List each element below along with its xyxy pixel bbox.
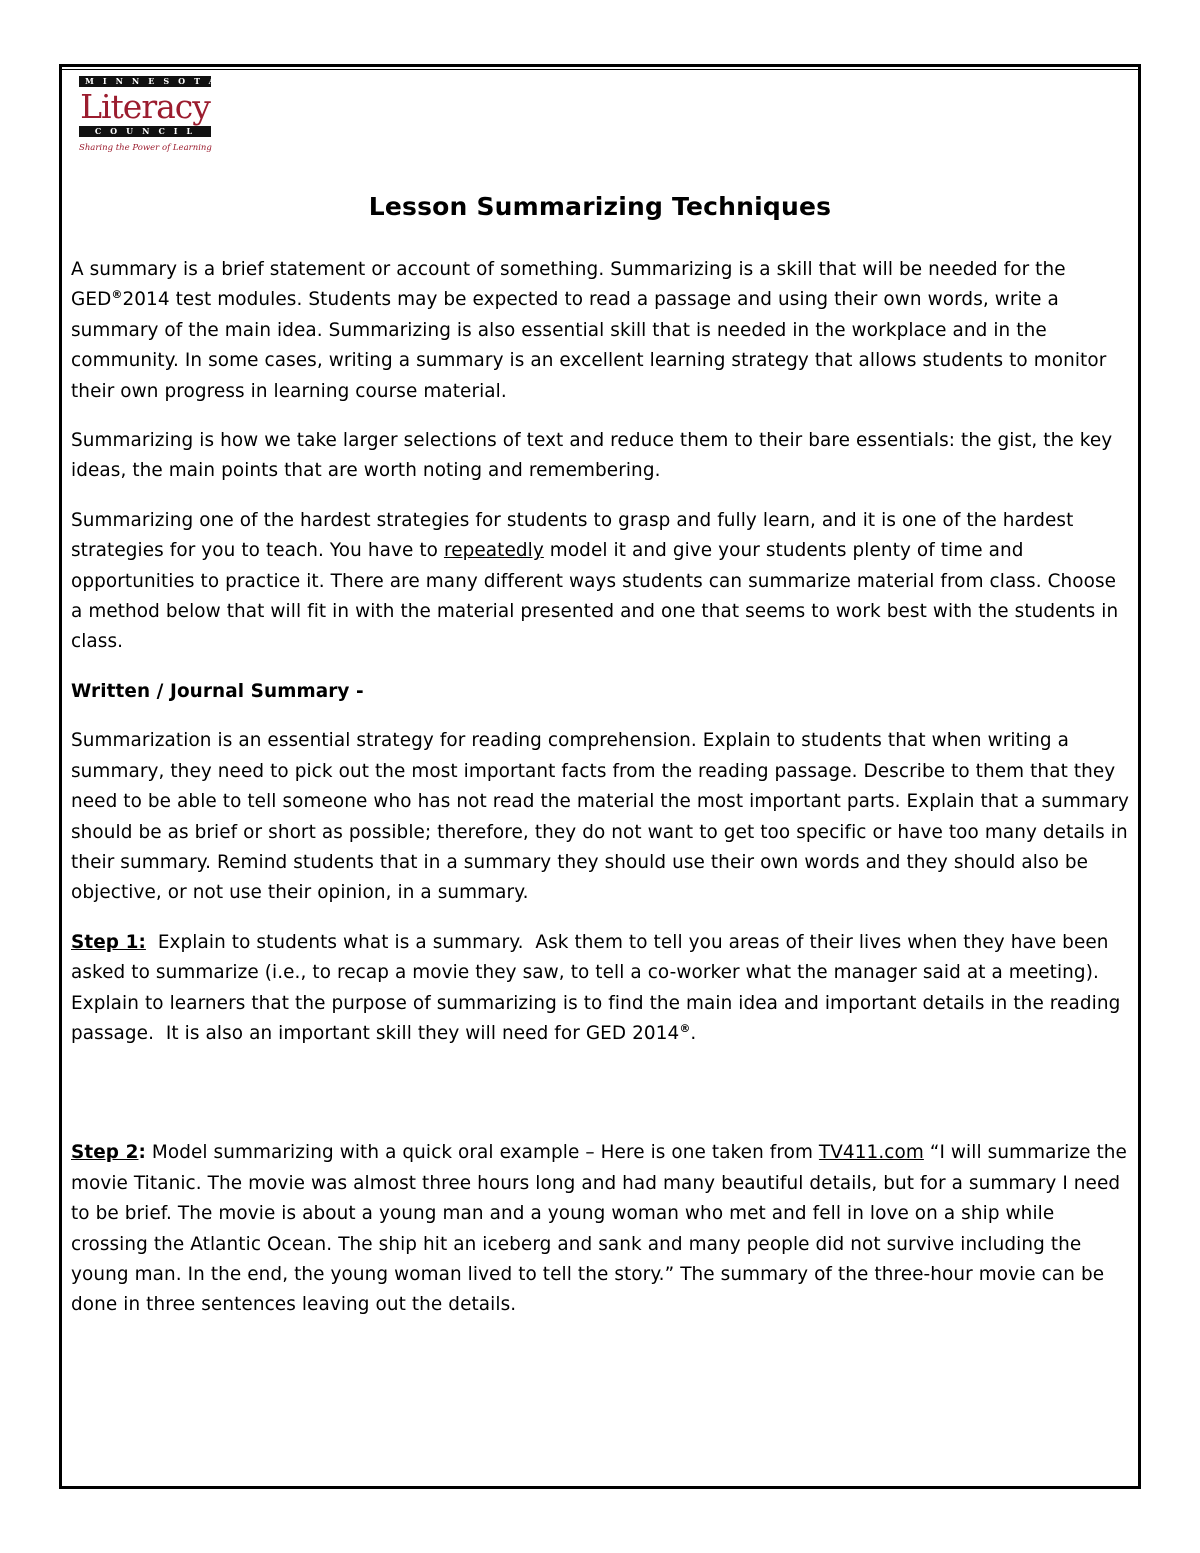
emphasis-repeatedly: repeatedly bbox=[443, 540, 544, 562]
document-body bbox=[71, 255, 1131, 1340]
step-1-label: Step 1: bbox=[71, 931, 146, 953]
page-title: Lesson Summarizing Techniques bbox=[368, 192, 832, 221]
logo-bottom-band: COUNCIL bbox=[79, 126, 211, 137]
intro-paragraph-3: Summarizing one of the hardest strategies for students to grasp and fully learn, and it is one of the hardest strategies for you to teach. You have to repeatedly model it and give your students plenty of time and opportunities to practice it. There are many different ways students can summarize material from class. Choose a method below that will fit in with the material presented and one that seems to work best with the students in class. bbox=[71, 509, 1119, 653]
step-2: Step 2: Model summarizing with a quick oral example – Here is one taken from TV411.com “I will summarize the movie Titanic. The movie was almost three hours long and had many beautiful details, but for a summary I need to be brief. The movie is about a young man and a young woman who met and fell in love on a ship while crossing the Atlantic Ocean. The ship hit an iceberg and sank and many people did not survive including the young man. In the end, the young woman lived to tell the story.” The summary of the three-hour movie can be done in three sentences leaving out the details. bbox=[71, 1142, 1127, 1316]
intro-paragraph-1: A summary is a brief statement or account of something. Summarizing is a skill that will be needed for the GED®2014 test modules. Students may be expected to read a passage and using their own words, write a summary of the main idea. Summarizing is also essential skill that is needed in the workplace and in the community. In some cases, writing a summary is an excellent learning strategy that allows students to monitor their own progress in learning course material. bbox=[71, 259, 1107, 402]
logo-tagline: Sharing the Power of Learning bbox=[79, 143, 212, 153]
section-heading: Written / Journal Summary - bbox=[71, 680, 364, 702]
intro-paragraph-2: Summarizing is how we take larger selections of text and reduce them to their bare essentials: the gist, the key ideas, the main points that are worth noting and remembering. bbox=[71, 430, 1113, 482]
registered-mark: ® bbox=[679, 1021, 691, 1035]
logo-top-band: MINNESOTA bbox=[79, 76, 211, 87]
logo-wordmark: Literacy bbox=[80, 87, 210, 126]
registered-mark: ® bbox=[111, 288, 123, 302]
step-1: Step 1: Explain to students what is a summary. Ask them to tell you areas of their lives when they have been asked to summarize (i.e., to recap a movie they saw, to tell a co-worker what the manager said at a meeting). Explain to learners that the purpose of summarizing is to find the main idea and important details in the reading passage. It is also an important skill they will need for GED 2014®. bbox=[71, 931, 1127, 1044]
literacy-council-logo bbox=[79, 76, 224, 153]
tv411-link[interactable]: TV411.com bbox=[818, 1142, 924, 1164]
step-2-label: Step 2 bbox=[71, 1142, 139, 1164]
section-body: Summarization is an essential strategy for reading comprehension. Explain to students that when writing a summary, they need to pick out the most important facts from the reading passage. Describe to them that they need to be able to tell someone who has not read the material the most important parts. Explain that a summary should be as brief or short as possible; therefore, they do not want to get too specific or have too many details in their summary. Remind students that in a summary they should use their own words and they should also be objective, or not use their opinion, in a summary. bbox=[71, 730, 1129, 904]
